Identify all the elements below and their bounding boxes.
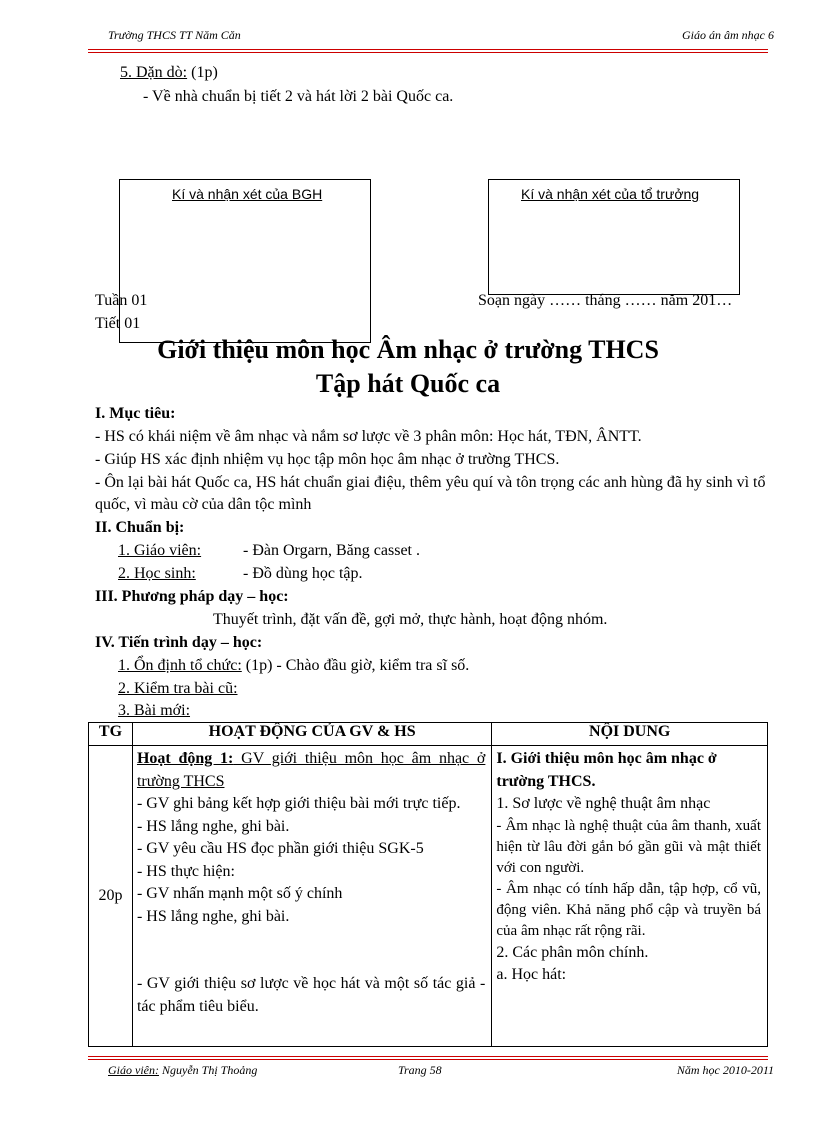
footer-rule-bottom xyxy=(88,1059,768,1060)
activity-line: - HS lắng nghe, ghi bài. xyxy=(136,907,290,925)
col-header-time: TG xyxy=(89,723,133,746)
homework-time: (1p) xyxy=(191,64,218,81)
time-value: 20p xyxy=(98,887,123,904)
prepare-date: Soạn ngày …… tháng …… năm 201… xyxy=(478,292,733,309)
signature-box-bgh xyxy=(119,179,371,343)
content-subheading: a. Học hát: xyxy=(496,966,567,983)
footer-page-number: Trang 58 xyxy=(398,1063,442,1077)
header-subject: Giáo án âm nhạc 6 xyxy=(682,28,774,42)
lesson-activity-table xyxy=(88,722,768,1047)
header-school: Trường THCS TT Năm Căn xyxy=(108,28,241,42)
objective-item: - HS có khái niệm về âm nhạc và nắm sơ lược về 3 phân môn: Học hát, TĐN, ÂNTT. xyxy=(95,428,642,445)
week-label: Tuần 01 xyxy=(95,292,148,309)
activity-line: - GV giới thiệu sơ lược về học hát và một số tác giả - tác phẩm tiêu biểu. xyxy=(136,975,486,1015)
footer-school-year: Năm học 2010-2011 xyxy=(676,1063,774,1077)
content-paragraph: - Âm nhạc có tính hấp dẫn, tập hợp, cổ vũ, động viên. Khả năng phổ cập và truyền bá của âm nhạc rất rộng rãi. xyxy=(496,880,761,939)
section-process-heading: IV. Tiến trình dạy – học: xyxy=(95,634,263,651)
process-step-1-label: 1. Ổn định tổ chức: xyxy=(118,657,242,674)
process-step-1-rest: (1p) - Chào đầu giờ, kiểm tra sĩ số. xyxy=(241,657,470,674)
process-step-1 xyxy=(118,655,469,677)
prep-student-label: 2. Học sinh: xyxy=(118,565,196,582)
footer-teacher-name: Nguyễn Thị Thoảng xyxy=(158,1063,258,1077)
section-method-heading: III. Phương pháp dạy – học: xyxy=(95,588,289,605)
activity-title xyxy=(137,748,485,793)
content-heading: I. Giới thiệu môn học âm nhạc ở trường THCS. xyxy=(496,750,717,790)
process-step-3: 3. Bài mới: xyxy=(118,702,191,719)
period-label: Tiết 01 xyxy=(95,315,141,332)
content-paragraph: - Âm nhạc là nghệ thuật của âm thanh, xuất hiện từ lâu đời gắn bó gần gũi và mật thiết với con người. xyxy=(496,817,761,876)
content-subheading: 1. Sơ lược về nghệ thuật âm nhạc xyxy=(496,795,711,812)
prep-teacher-label: 1. Giáo viên: xyxy=(118,542,202,559)
lesson-title-line2: Tập hát Quốc ca xyxy=(315,369,501,398)
section-preparation-heading: II. Chuẩn bị: xyxy=(95,519,185,536)
method-text: Thuyết trình, đặt vấn đề, gợi mở, thực hành, hoạt động nhóm. xyxy=(213,611,608,628)
objective-item: - Giúp HS xác định nhiệm vụ học tập môn học âm nhạc ở trường THCS. xyxy=(95,451,560,468)
objective-item: - Ôn lại bài hát Quốc ca, HS hát chuẩn giai điệu, thêm yêu quí và tôn trọng các anh hùng đã hy sinh vì tổ quốc, vì màu cờ của dân tộc mình xyxy=(95,474,766,513)
footer-rule-top xyxy=(88,1056,768,1057)
activity-line: - GV ghi bảng kết hợp giới thiệu bài mới trực tiếp. xyxy=(136,795,461,812)
section-objectives-heading: I. Mục tiêu: xyxy=(95,405,176,422)
activity-line: - GV yêu cầu HS đọc phần giới thiệu SGK-5 xyxy=(136,840,424,857)
content-subheading: 2. Các phân môn chính. xyxy=(496,943,649,961)
footer-teacher-label: Giáo viên: xyxy=(108,1063,159,1077)
lesson-title-line1: Giới thiệu môn học Âm nhạc ở trường THCS xyxy=(157,335,659,364)
process-step-2: 2. Kiểm tra bài cũ: xyxy=(118,680,238,697)
time-cell xyxy=(89,746,133,1047)
activity-title-rest: GV giới thiệu môn học âm nhạc ở trường THCS xyxy=(136,750,486,790)
prep-teacher-value: - Đàn Orgarn, Băng casset . xyxy=(243,542,420,559)
header-rule-top xyxy=(88,49,768,50)
activity-line: - GV nhấn mạnh một số ý chính xyxy=(136,885,343,902)
header-rule-bottom xyxy=(88,52,768,53)
footer-teacher xyxy=(108,1063,257,1078)
content-cell xyxy=(492,746,768,1047)
col-header-content: NỘI DUNG xyxy=(492,723,768,746)
homework-line xyxy=(120,62,218,84)
homework-heading: 5. Dặn dò: xyxy=(120,64,188,81)
signature-box-to-truong-title: Kí và nhận xét của tổ trưởng xyxy=(521,186,700,202)
activity-line: - HS lắng nghe, ghi bài. xyxy=(136,817,290,835)
activity-line: - HS thực hiện: xyxy=(136,862,235,880)
signature-box-bgh-title: Kí và nhận xét của BGH xyxy=(172,186,323,202)
col-header-activity: HOẠT ĐỘNG CỦA GV & HS xyxy=(132,723,491,746)
activity-title-label: Hoạt động 1: xyxy=(136,750,234,767)
activity-cell xyxy=(132,746,491,1047)
table-row xyxy=(89,746,768,1047)
table-header-row xyxy=(89,723,768,746)
prep-student-value: - Đồ dùng học tập. xyxy=(243,565,363,582)
homework-text: - Về nhà chuẩn bị tiết 2 và hát lời 2 bài Quốc ca. xyxy=(143,88,454,105)
